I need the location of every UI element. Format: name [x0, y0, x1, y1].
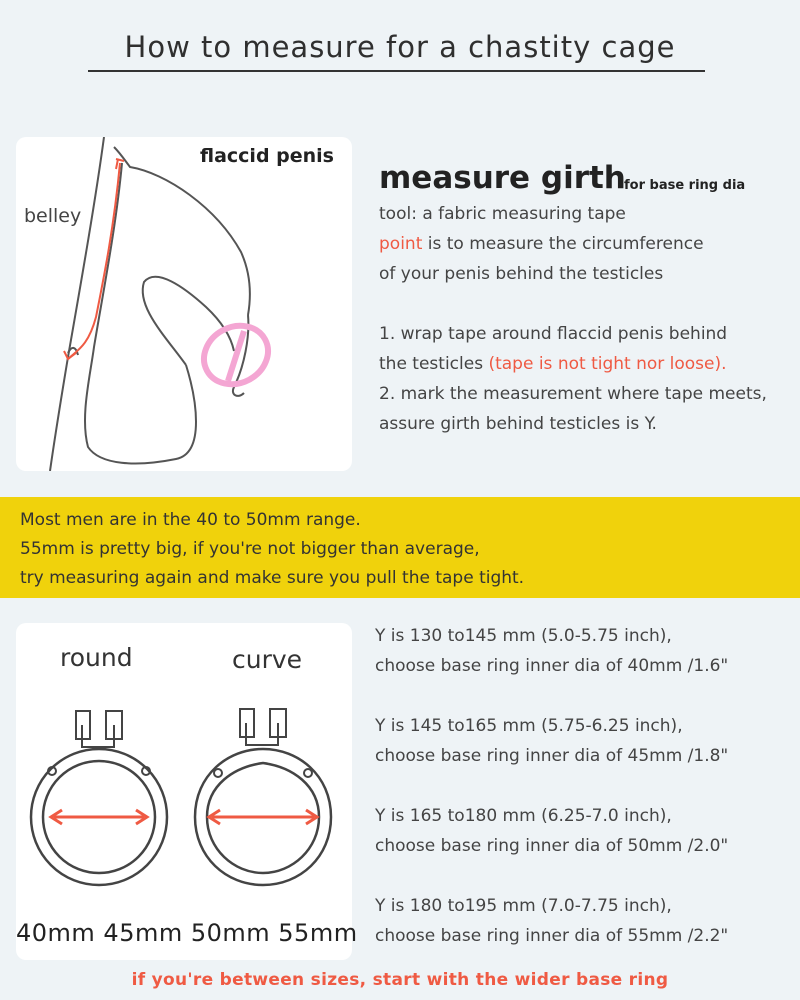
- flaccid-label: flaccid penis: [200, 145, 334, 167]
- girth-subheading: for base ring dia: [624, 178, 746, 193]
- range-banner: [0, 497, 800, 598]
- rule-2-range: Y is 145 to165 mm (5.75-6.25 inch),: [375, 716, 683, 736]
- curve-label: curve: [232, 645, 303, 674]
- round-ring-icon: [24, 705, 174, 905]
- rule-1-choice: choose base ring inner dia of 40mm /1.6": [375, 656, 729, 676]
- step1-line: 1. wrap tape around flaccid penis behind: [379, 324, 728, 344]
- rule-3-range: Y is 165 to180 mm (6.25-7.0 inch),: [375, 806, 672, 826]
- banner-line-2: 55mm is pretty big, if you're not bigger than average,: [20, 539, 480, 559]
- point-word: point: [379, 234, 423, 254]
- point-line: [379, 234, 704, 254]
- tool-line: tool: a fabric measuring tape: [379, 204, 626, 224]
- anatomy-diagram-card: [16, 137, 352, 471]
- step2-line: 2. mark the measurement where tape meets,: [379, 384, 767, 404]
- rule-2-choice: choose base ring inner dia of 45mm /1.8": [375, 746, 729, 766]
- rule-4-choice: choose base ring inner dia of 55mm /2.2": [375, 926, 729, 946]
- title-underline: [88, 70, 705, 72]
- page-title: How to measure for a chastity cage: [124, 30, 676, 64]
- rule-3-choice: choose base ring inner dia of 50mm /2.0": [375, 836, 729, 856]
- circumference-line: of your penis behind the testicles: [379, 264, 664, 284]
- step1-cont: the testicles: [379, 354, 489, 374]
- round-label: round: [60, 643, 133, 672]
- footer-note: if you're between sizes, start with the wider base ring: [131, 970, 669, 990]
- curve-ring-icon: [188, 705, 338, 905]
- rule-1-range: Y is 130 to145 mm (5.0-5.75 inch),: [375, 626, 672, 646]
- ring-sizes: 40mm 45mm 50mm 55mm: [16, 919, 358, 947]
- point-rest: is to measure the circumference: [422, 234, 704, 254]
- step1-cont-line: [379, 354, 727, 374]
- banner-line-1: Most men are in the 40 to 50mm range.: [20, 510, 361, 530]
- ring-shapes-card: [16, 623, 358, 960]
- anatomy-illustration: [16, 137, 352, 471]
- rule-4-range: Y is 180 to195 mm (7.0-7.75 inch),: [375, 896, 672, 916]
- belly-label: belley: [24, 205, 82, 227]
- girth-heading: measure girth: [379, 160, 626, 196]
- banner-line-3: try measuring again and make sure you pull the tape tight.: [20, 568, 525, 588]
- step1-note: (tape is not tight nor loose).: [488, 354, 727, 374]
- step2-cont-line: assure girth behind testicles is Y.: [379, 414, 657, 434]
